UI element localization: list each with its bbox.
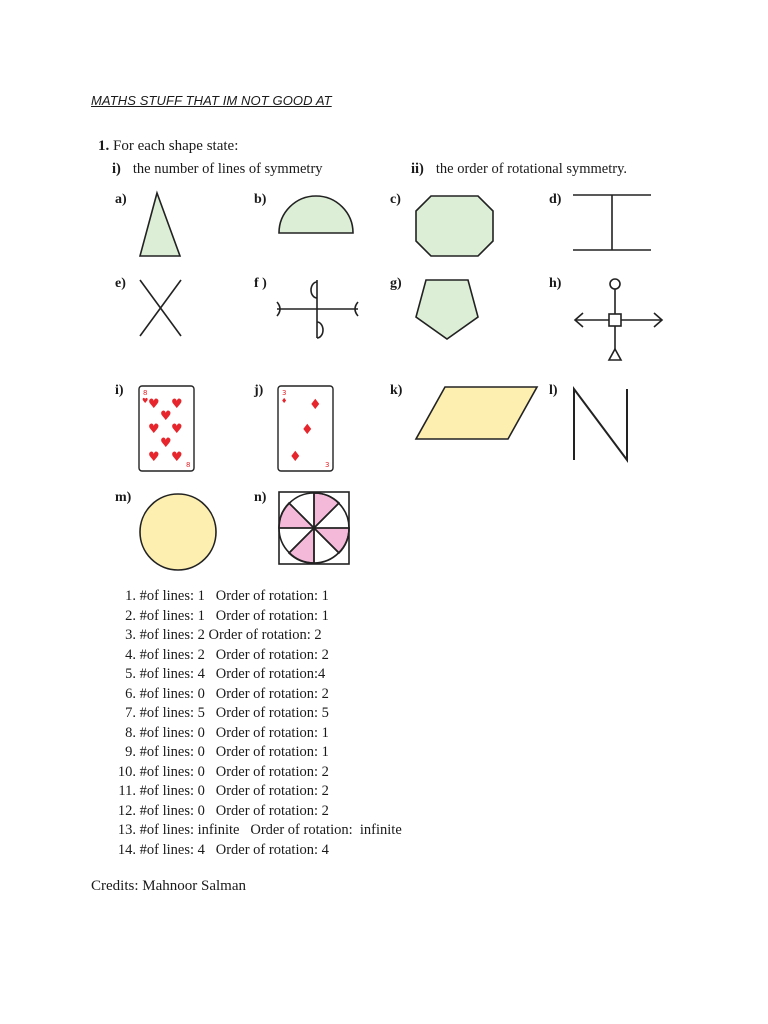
answer-number: 10. xyxy=(117,763,136,780)
card-i-pip: ♥ xyxy=(160,409,172,424)
answer-item xyxy=(108,646,402,666)
answer-number: 13. xyxy=(117,822,136,838)
answer-number: 5. xyxy=(125,666,136,682)
answer-number: 6. xyxy=(125,685,136,702)
answer-number: 12. xyxy=(117,802,136,819)
answer-text: #of lines: 1 Order of rotation: 1 xyxy=(139,607,329,624)
answer-text: #of lines: 2 Order of rotation: 2 xyxy=(139,627,322,643)
shape-label-l: l) xyxy=(549,383,558,398)
shape-f-curved-cross xyxy=(277,280,358,338)
card-j-pip: ♦ xyxy=(309,397,322,413)
answer-number: 2. xyxy=(125,607,136,624)
shape-d-i-beam xyxy=(573,195,651,250)
card-i-pip: ♥ xyxy=(148,397,160,412)
shape-a-triangle xyxy=(140,193,180,256)
answer-number: 7. xyxy=(125,705,136,721)
credits: Credits: Mahnoor Salman xyxy=(91,878,246,894)
answer-item xyxy=(108,724,402,744)
card-i-suit-top: ♥ xyxy=(142,397,149,405)
shape-i-card-eight-of-hearts xyxy=(139,386,194,471)
shape-n-segmented-circle xyxy=(279,492,349,564)
answer-text: #of lines: 0 Order of rotation: 1 xyxy=(139,744,329,760)
shape-j-card-three-of-diamonds xyxy=(278,386,333,471)
shape-label-h: h) xyxy=(549,276,562,291)
card-i-rank-top: 8 xyxy=(143,389,148,397)
answer-text: #of lines: 4 Order of rotation:4 xyxy=(139,666,326,682)
card-i-pip: ♥ xyxy=(171,450,183,465)
answer-number: 4. xyxy=(125,646,136,663)
answer-number: 11. xyxy=(118,783,136,799)
shape-label-g: g) xyxy=(390,276,402,291)
card-i-rank-bottom: 8 xyxy=(186,461,191,469)
answer-item xyxy=(108,841,402,861)
answer-item xyxy=(108,802,402,822)
answer-text: #of lines: 2 Order of rotation: 2 xyxy=(139,646,329,663)
answer-item xyxy=(108,685,402,705)
shape-b-semicircle xyxy=(279,196,353,233)
answer-number: 9. xyxy=(125,744,136,760)
shape-g-pentagon xyxy=(416,280,478,339)
answer-number: 3. xyxy=(125,627,136,643)
answer-item xyxy=(108,782,402,802)
question-text: For each shape state: xyxy=(113,138,239,154)
answer-text: #of lines: 4 Order of rotation: 4 xyxy=(139,841,329,858)
part-ii-label: ii) xyxy=(411,161,424,177)
card-j-pip: ♦ xyxy=(301,422,314,438)
answer-text: #of lines: 0 Order of rotation: 2 xyxy=(139,763,329,780)
answer-text: #of lines: 0 Order of rotation: 2 xyxy=(139,783,329,799)
shape-l-letter-n xyxy=(574,389,627,460)
answer-item xyxy=(108,704,402,724)
answer-item xyxy=(108,743,402,763)
answer-text: #of lines: infinite Order of rotation: infinite xyxy=(139,822,402,838)
shape-m-circle xyxy=(140,494,216,570)
shape-label-a: a) xyxy=(115,192,127,207)
part-ii-text: the order of rotational symmetry. xyxy=(435,161,628,177)
shape-h-symbol-cross xyxy=(575,279,662,360)
answer-number: 1. xyxy=(125,588,136,604)
answer-text: #of lines: 0 Order of rotation: 1 xyxy=(139,724,329,741)
card-j-suit-top: ♦ xyxy=(281,397,288,405)
shape-label-d: d) xyxy=(549,192,562,207)
part-i-label: i) xyxy=(112,161,121,177)
answer-text: #of lines: 5 Order of rotation: 5 xyxy=(139,705,329,721)
card-i-pip: ♥ xyxy=(148,422,160,437)
shape-label-i: i) xyxy=(115,383,124,398)
question-number: 1. xyxy=(98,138,110,154)
shape-label-k: k) xyxy=(390,383,403,398)
answers-list xyxy=(108,587,402,860)
card-i-pip: ♥ xyxy=(171,397,183,412)
shape-label-m: m) xyxy=(115,490,132,505)
answer-text: #of lines: 0 Order of rotation: 2 xyxy=(139,802,329,819)
shape-label-e: e) xyxy=(115,276,126,291)
answer-number: 14. xyxy=(117,841,136,858)
shape-label-b: b) xyxy=(254,192,267,207)
card-i-pip: ♥ xyxy=(160,436,172,451)
card-i-pip: ♥ xyxy=(148,450,160,465)
answer-item xyxy=(108,587,402,607)
card-i-pip: ♥ xyxy=(171,422,183,437)
card-j-rank-bottom: 3 xyxy=(325,461,330,469)
answer-item xyxy=(108,607,402,627)
card-j-pip: ♦ xyxy=(289,449,302,465)
shape-label-j: j) xyxy=(254,383,264,398)
answer-item xyxy=(108,626,402,646)
shape-label-n: n) xyxy=(254,490,267,505)
part-i-text: the number of lines of symmetry xyxy=(132,161,323,177)
shape-e-x-cross xyxy=(140,280,181,336)
answer-text: #of lines: 0 Order of rotation: 2 xyxy=(139,685,329,702)
shape-label-c: c) xyxy=(390,192,401,207)
shape-label-f: f ) xyxy=(254,276,267,291)
shape-k-parallelogram xyxy=(416,387,537,439)
answer-text: #of lines: 1 Order of rotation: 1 xyxy=(139,588,329,604)
answer-item xyxy=(108,665,402,685)
page-title: MATHS STUFF THAT IM NOT GOOD AT xyxy=(91,93,332,108)
shape-c-octagon xyxy=(416,196,493,256)
card-j-rank-top: 3 xyxy=(282,389,287,397)
answer-item xyxy=(108,821,402,841)
answer-number: 8. xyxy=(125,724,136,741)
answer-item xyxy=(108,763,402,783)
